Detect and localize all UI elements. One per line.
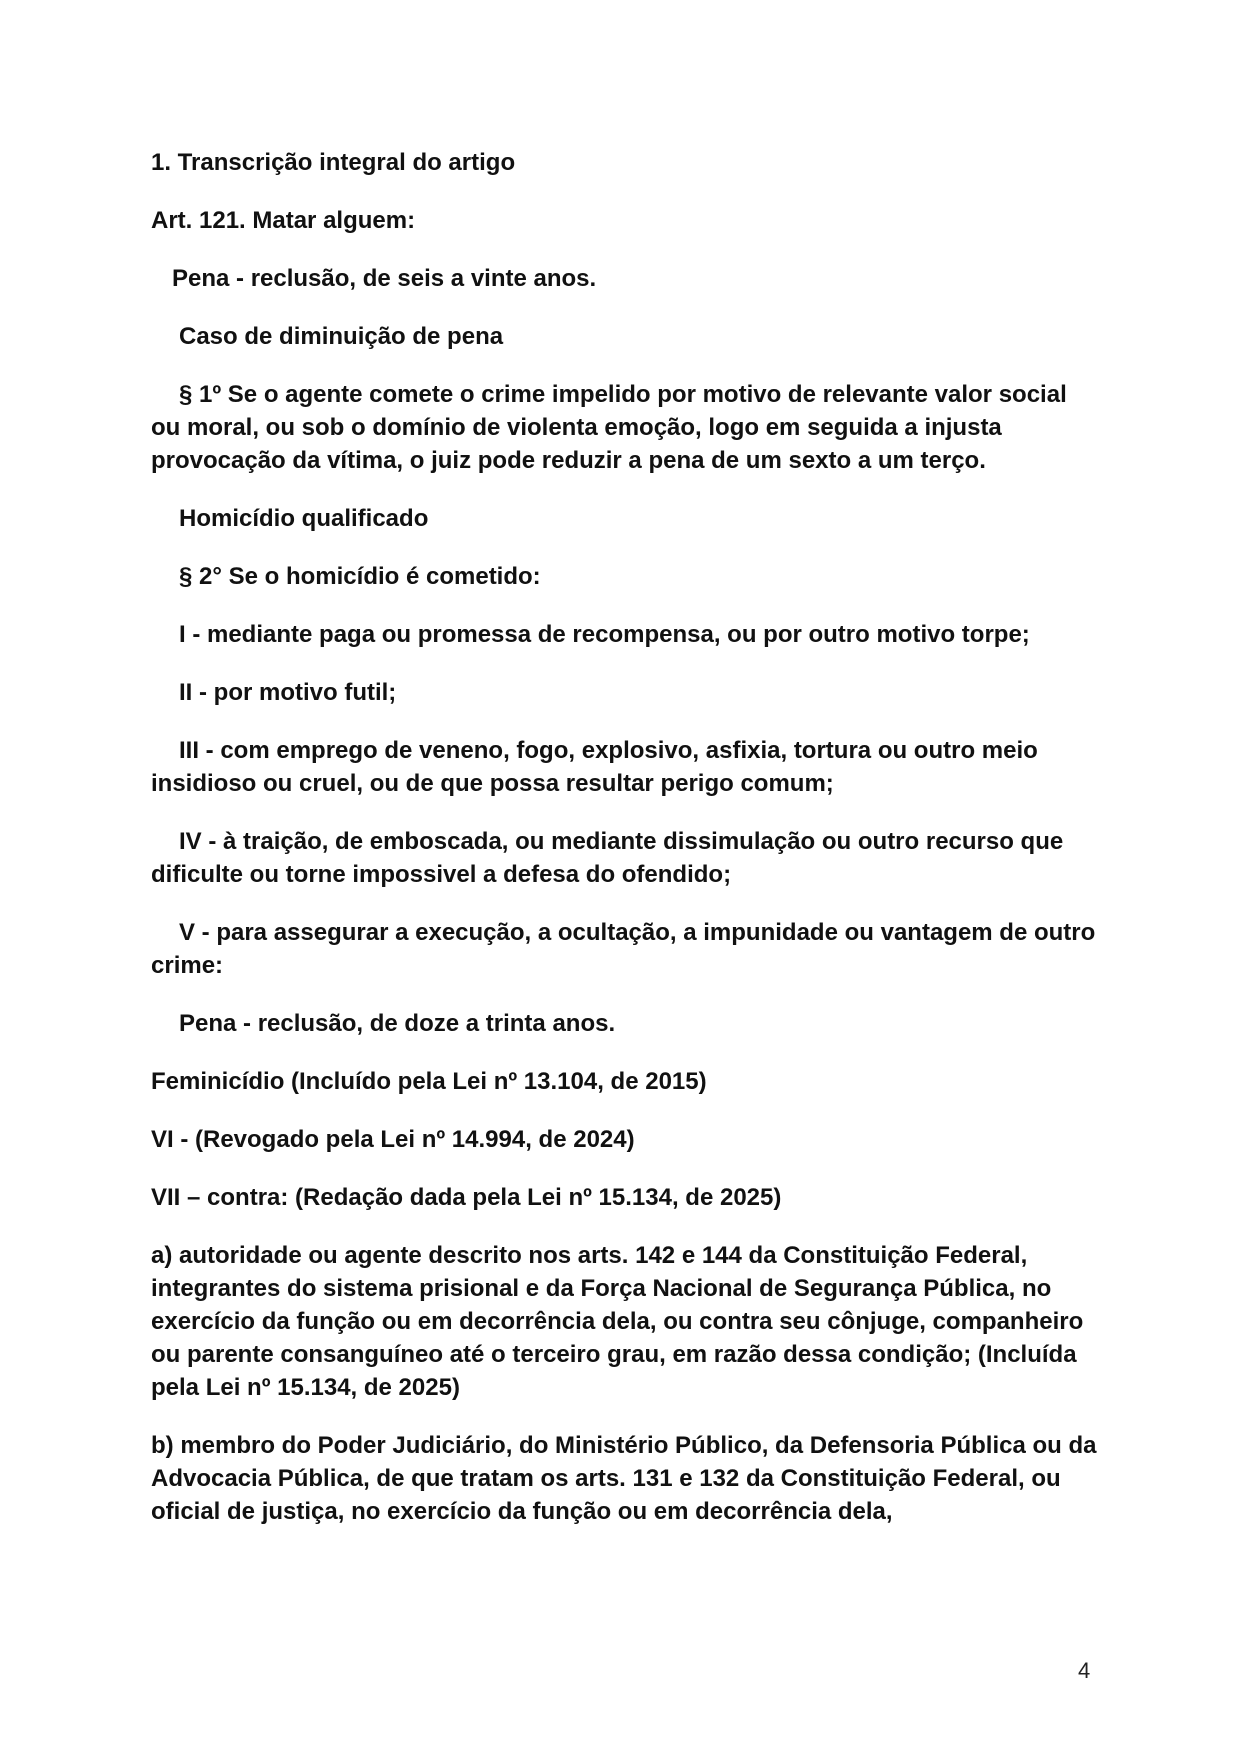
clause-vii: VII – contra: (Redação dada pela Lei nº 15.134, de 2025) (151, 1184, 782, 1211)
subsection-heading: Caso de diminuição de pena (179, 323, 504, 350)
clause-i: I - mediante paga ou promessa de recompensa, ou por outro motivo torpe; (179, 621, 1030, 648)
paragraph-2: § 2° Se o homicídio é cometido: (179, 563, 541, 590)
penalty-text: Pena - reclusão, de seis a vinte anos. (172, 265, 597, 292)
subsection-heading: Feminicídio (Incluído pela Lei nº 13.104, de 2015) (151, 1068, 707, 1095)
article-title: Art. 121. Matar alguem: (151, 207, 416, 234)
item-a: a) autoridade ou agente descrito nos arts. 142 e 144 da Constituição Federal, integrantes do sistema prisional e da Força Nacional de Segurança Pública, no exercício da função ou em decorrência dela, ou contra seu cônjuge, companheiro ou parente consanguíneo até o terceiro grau, em razão dessa condição; (Incluída pela Lei nº 15.134, de 2025) (151, 1242, 1090, 1401)
clause-vi: VI - (Revogado pela Lei nº 14.994, de 2024) (151, 1126, 635, 1153)
clause-iii: III - com emprego de veneno, fogo, explosivo, asfixia, tortura ou outro meio insidioso ou cruel, ou de que possa resultar perigo comum; (151, 737, 1045, 797)
clause-ii: II - por motivo futil; (179, 679, 397, 706)
clause-v: V - para assegurar a execução, a ocultação, a impunidade ou vantagem de outro crime: (151, 919, 1102, 979)
page-number: 4 (1078, 1658, 1091, 1683)
subsection-heading: Homicídio qualificado (179, 505, 429, 532)
paragraph-1: § 1º Se o agente comete o crime impelido por motivo de relevante valor social ou moral, ou sob o domínio de violenta emoção, logo em seguida a injusta provocação da vítima, o juiz pode reduzir a pena de um sexto a um terço. (151, 381, 1074, 474)
item-b: b) membro do Poder Judiciário, do Ministério Público, da Defensoria Pública ou da Advocacia Pública, de que tratam os arts. 131 e 132 da Constituição Federal, ou oficial de justiça, no exercício da função ou em decorrência dela, (151, 1432, 1103, 1525)
clause-iv: IV - à traição, de emboscada, ou mediante dissimulação ou outro recurso que dificulte ou torne impossivel a defesa do ofendido; (151, 828, 1070, 888)
document-body (151, 146, 1101, 1553)
section-heading: 1. Transcrição integral do artigo (151, 149, 516, 176)
penalty-text: Pena - reclusão, de doze a trinta anos. (179, 1010, 616, 1037)
